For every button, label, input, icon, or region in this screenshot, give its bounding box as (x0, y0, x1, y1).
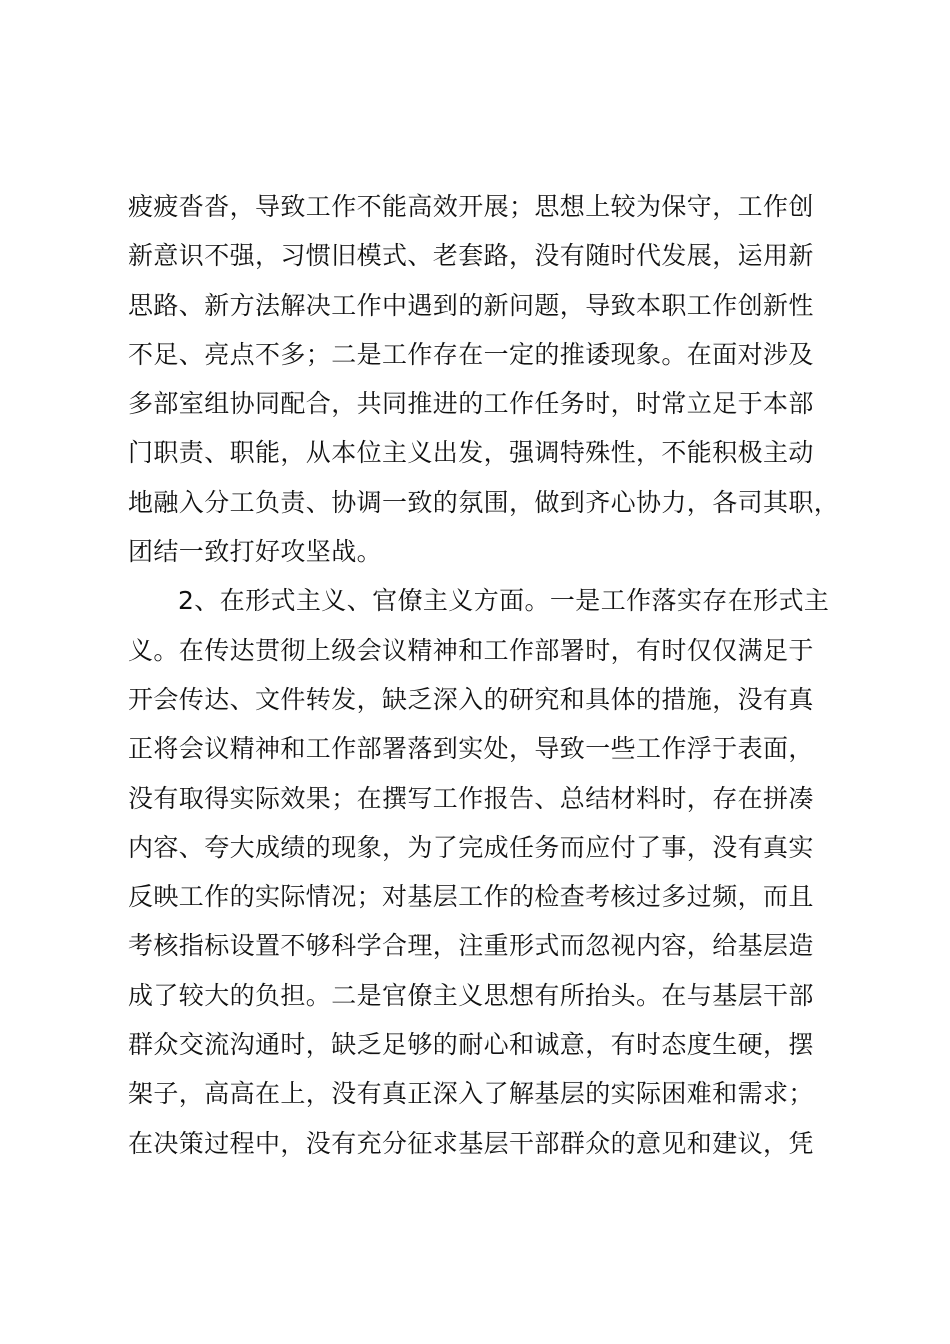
body-text (128, 182, 868, 1168)
text-line: 架子，高高在上，没有真正深入了解基层的实际困难和需求； (128, 1079, 814, 1109)
text-line: 成了较大的负担。二是官僚主义思想有所抬头。在与基层干部 (128, 980, 814, 1010)
text-line: 新意识不强，习惯旧模式、老套路，没有随时代发展，运用新 (128, 241, 814, 271)
text-line: 义。在传达贯彻上级会议精神和工作部署时，有时仅仅满足于 (128, 635, 814, 665)
text-line: 不足、亮点不多；二是工作存在一定的推诿现象。在面对涉及 (128, 339, 814, 369)
text-line: 考核指标设置不够科学合理，注重形式而忽视内容，给基层造 (128, 931, 814, 961)
text-line: 在决策过程中，没有充分征求基层干部群众的意见和建议，凭 (128, 1128, 814, 1158)
text-line: 团结一致打好攻坚战。 (128, 537, 383, 567)
paragraph-first-line: 2、在形式主义、官僚主义方面。一是工作落实存在形式主 (178, 586, 830, 616)
text-line: 内容、夸大成绩的现象，为了完成任务而应付了事，没有真实 (128, 832, 814, 862)
text-line: 多部室组协同配合，共同推进的工作任务时，时常立足于本部 (128, 389, 814, 419)
text-line: 正将会议精神和工作部署落到实处，导致一些工作浮于表面， (128, 734, 814, 764)
text-line: 门职责、职能，从本位主义出发，强调特殊性，不能积极主动 (128, 438, 814, 468)
text-line: 地融入分工负责、协调一致的氛围，做到齐心协力，各司其职， (128, 487, 840, 517)
text-line: 思路、新方法解决工作中遇到的新问题，导致本职工作创新性 (128, 290, 814, 320)
text-line: 疲疲沓沓，导致工作不能高效开展；思想上较为保守，工作创 (128, 192, 814, 221)
text-line: 没有取得实际效果；在撰写工作报告、总结材料时，存在拼凑 (128, 783, 814, 813)
text-line: 开会传达、文件转发，缺乏深入的研究和具体的措施，没有真 (128, 684, 814, 714)
text-line: 反映工作的实际情况；对基层工作的检查考核过多过频，而且 (128, 882, 814, 912)
text-line: 群众交流沟通时，缺乏足够的耐心和诚意，有时态度生硬，摆 (128, 1030, 814, 1060)
